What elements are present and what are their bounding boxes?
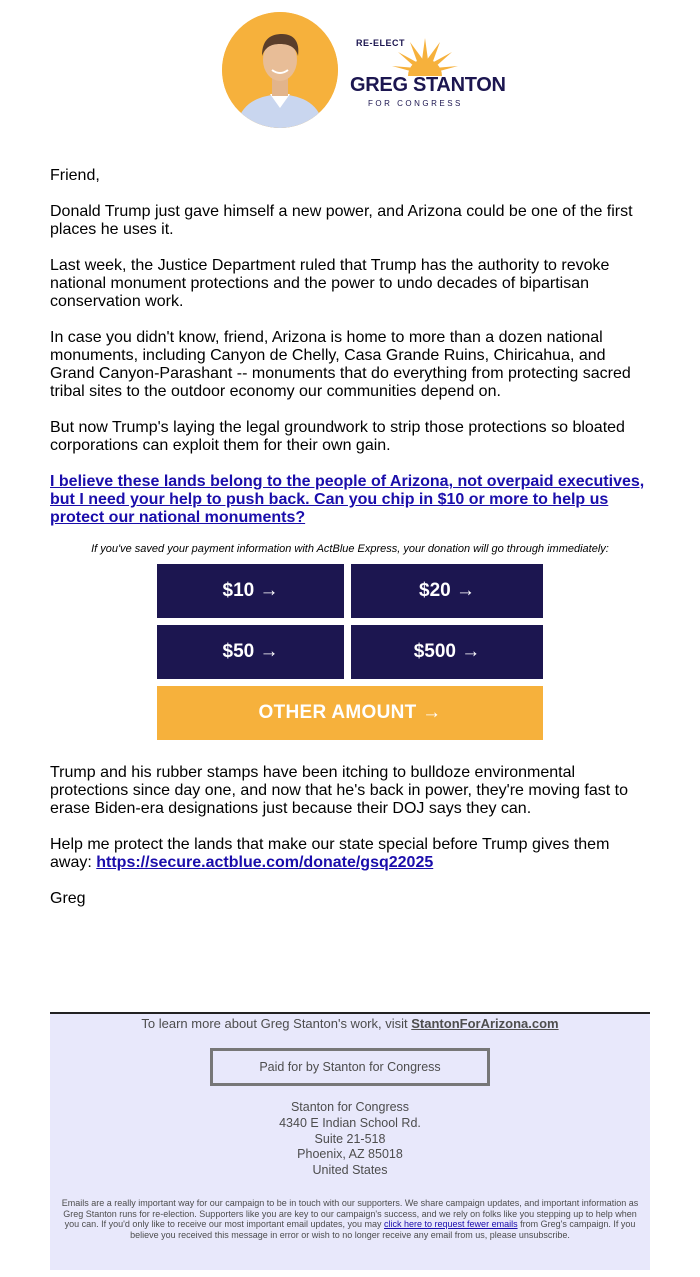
donate-500-button[interactable]: $500 → — [351, 625, 543, 679]
donate-50-button[interactable]: $50 → — [157, 625, 344, 679]
donate-20-button[interactable]: $20 → — [351, 564, 543, 618]
address-line-5: United States — [312, 1163, 388, 1178]
donate-cta-link[interactable]: I believe these lands belong to the people of Arizona, not overpaid executives, but I need your help to push back. Can you chip in $10 or more to help us protect our national monuments? — [50, 473, 645, 526]
fewer-emails-link[interactable]: click here to request fewer emails — [384, 1219, 518, 1229]
email-body — [50, 167, 650, 545]
paragraph-1: Donald Trump just gave himself a new power, and Arizona could be one of the first places he uses it. — [50, 203, 633, 238]
footer-fine-print — [58, 1198, 642, 1240]
actblue-express-note: If you've saved your payment information with ActBlue Express, your donation will go through immediately: — [91, 543, 609, 555]
paragraph-6 — [50, 836, 650, 872]
paragraph-2: Last week, the Justice Department ruled that Trump has the authority to revoke national monument protections and the power to undo decades of bipartisan conservation work. — [50, 257, 610, 310]
logo-candidate-name: GREG STANTON — [350, 74, 506, 96]
email-footer — [50, 1012, 650, 1270]
donate-10-button[interactable]: $10 → — [157, 564, 344, 618]
address-line-1: Stanton for Congress — [290, 1100, 410, 1114]
paragraph-3: In case you didn't know, friend, Arizona is home to more than a dozen national monuments, including Canyon de Chelly, Casa Grande Ruins, Chiricahua, and Grand Canyon-Parashant -- monuments that do everything from protecting sacred tribal sites to the outdoor economy our communities depend on. — [50, 329, 631, 400]
signoff: Greg — [50, 890, 86, 907]
candidate-photo — [222, 12, 338, 128]
paragraph-6-text: Help me protect the lands that make our state special before Trump gives them away: — [50, 836, 610, 871]
candidate-portrait-icon — [222, 12, 338, 128]
fine-print-text-2: from Greg's campaign. If you believe you received this message in error or wish to no longer receive any email from us, please unsubscribe. — [130, 1219, 636, 1240]
website-link[interactable]: StantonForArizona.com — [411, 1016, 559, 1031]
greeting: Friend, — [50, 167, 100, 184]
address-line-2: 4340 E Indian School Rd. — [279, 1115, 421, 1130]
address-line-3: Suite 21-518 — [314, 1131, 386, 1146]
address-line-4: Phoenix, AZ 85018 — [297, 1147, 403, 1162]
paragraph-5: Trump and his rubber stamps have been itching to bulldoze environmental protections since day one, and now that he's back in power, they're moving fast to erase Biden-era designations just because their DOJ says they can. — [50, 764, 628, 817]
fine-print-text-1: Emails are a really important way for our campaign to be in touch with our supporters. We share campaign updates, and important information as Greg Stanton runs for re-election. Supporters like you are key to our campaign's success, and we rely on folks like you stepping up to help when you can. If you'd only like to receive our most important email updates, you may — [61, 1198, 639, 1229]
footer-learn-more — [50, 1016, 650, 1031]
email-header — [0, 0, 700, 150]
email-body-continued — [50, 764, 650, 926]
donate-other-amount-button[interactable]: OTHER AMOUNT → — [157, 686, 543, 740]
paragraph-4: But now Trump's laying the legal groundwork to strip those protections so bloated corporations can exploit them for their own gain. — [50, 419, 625, 454]
paid-for-by-text: Paid for by Stanton for Congress — [259, 1060, 441, 1074]
logo-reelect-text: RE-ELECT — [356, 38, 405, 48]
footer-learn-text: To learn more about Greg Stanton's work, visit — [141, 1016, 408, 1031]
paid-for-by-box — [210, 1048, 490, 1086]
actblue-donate-link[interactable]: https://secure.actblue.com/donate/gsq22025 — [96, 854, 434, 871]
campaign-logo — [350, 28, 506, 118]
mailing-address — [50, 1100, 650, 1179]
logo-subtitle: FOR CONGRESS — [368, 99, 463, 108]
